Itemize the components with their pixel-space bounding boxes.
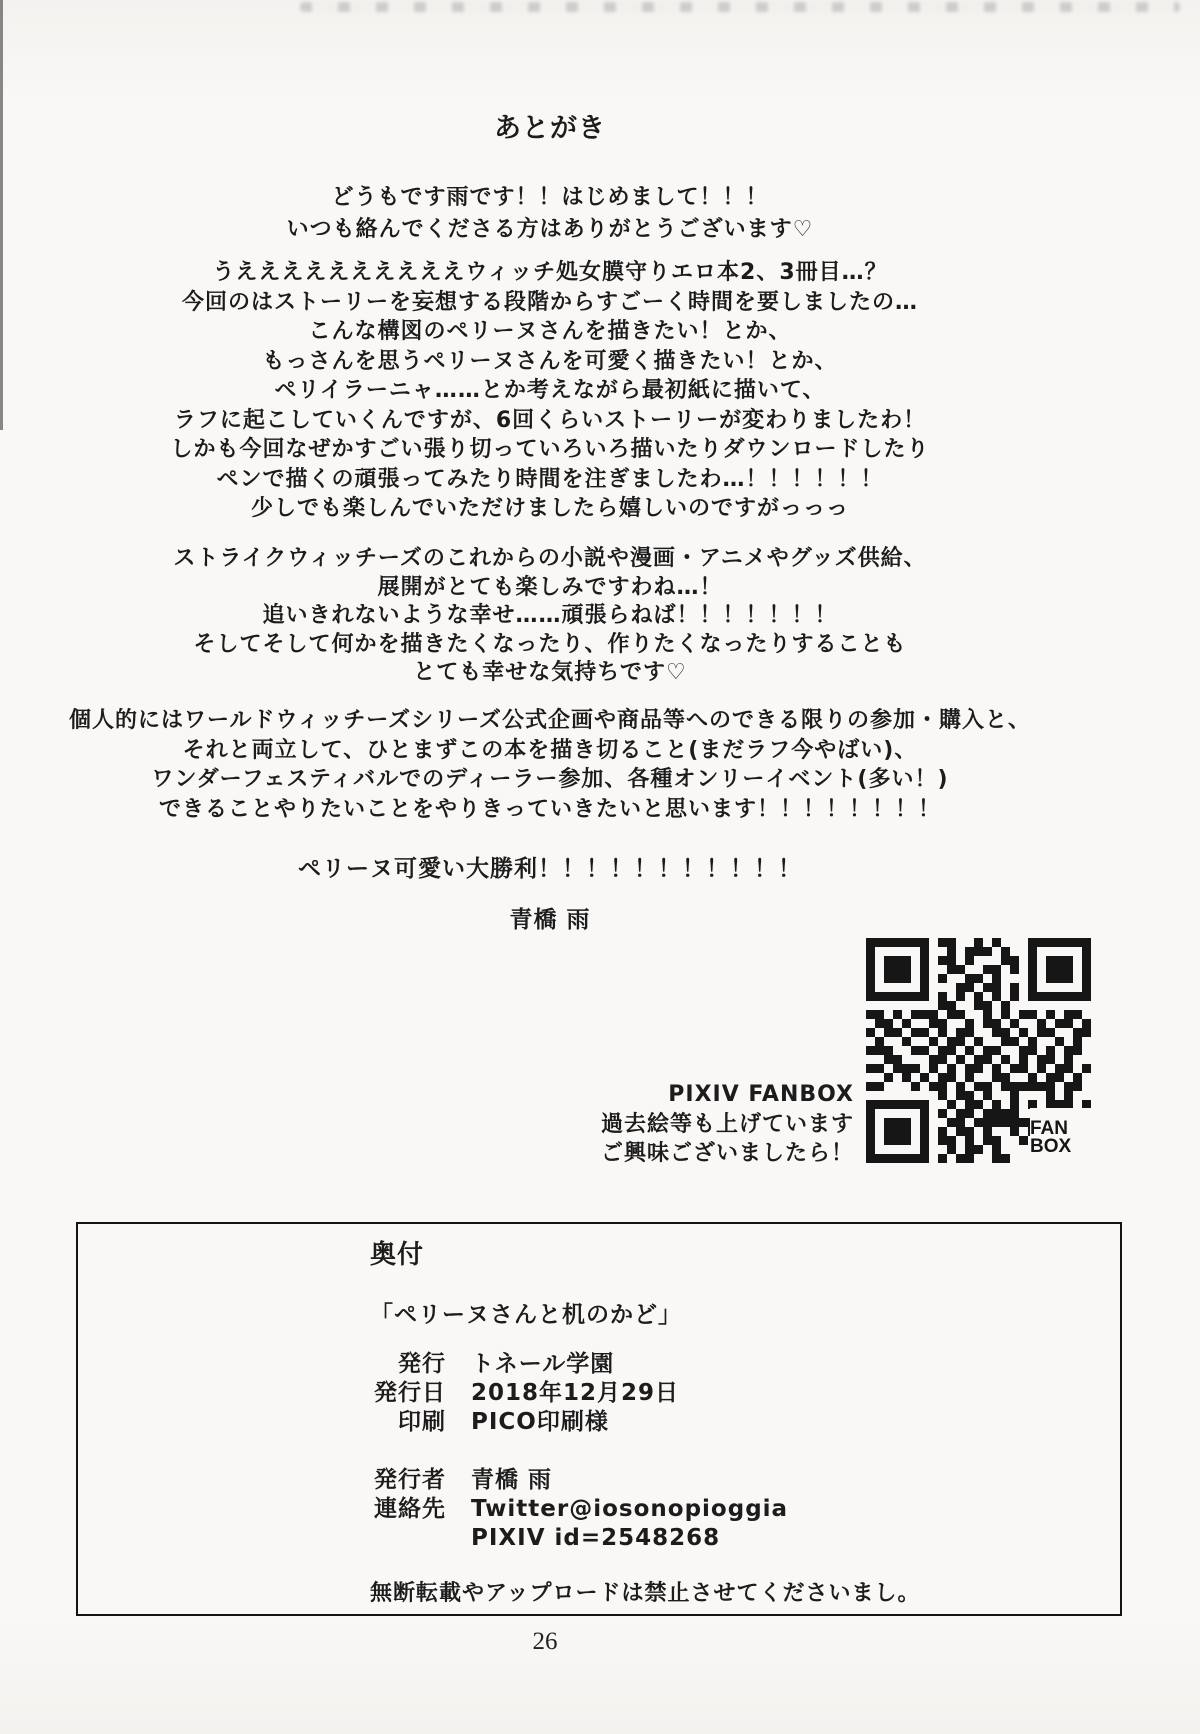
colophon-label: 発行 (398, 1351, 446, 1377)
text-line: とても幸せな気持ちです♡ (413, 660, 687, 685)
colophon-row (296, 1379, 788, 1408)
colophon-label: 印刷 (398, 1409, 446, 1435)
text-line: 追いきれないような幸せ……頑張らねば！！！！！！！ (262, 603, 838, 628)
text-line: しかも今回なぜかすごい張り切っていろいろ描いたりダウンロードしたり (170, 437, 930, 462)
text-line: PIXIV FANBOX (668, 1082, 854, 1107)
text-line: できることやりたいことをやりきっていきたいと思います！！！！！！！！ (158, 796, 941, 822)
colophon-row (296, 1408, 788, 1437)
author-signature: 青橋 雨 (509, 907, 591, 933)
colophon-label: 発行日 (374, 1380, 446, 1406)
top-scan-smudge (300, 2, 1180, 12)
colophon-value: PIXIV id=2548268 (471, 1525, 721, 1551)
colophon-book-title: 「ペリーヌさんと机のかど」 (370, 1302, 682, 1328)
text-line: そしてそして何かを描きたくなったり、作りたくなったりすることも (193, 631, 907, 657)
colophon-value: 2018年12月29日 (471, 1380, 680, 1406)
text-line: いつも絡んでくださる方はありがとうございます♡ (286, 217, 814, 242)
colophon-label (296, 1524, 446, 1553)
text-line: それと両立して、ひとまずこの本を描き切ること(まだラフ今やばい)、 (182, 737, 918, 763)
text-line: 展開がとても楽しみですわね…！ (377, 574, 723, 600)
fanbox-logo (1030, 1108, 1092, 1163)
text-line: ペリイラーニャ……とか考えながら最初紙に描いて、 (274, 378, 826, 403)
colophon-value: Twitter@iosonopioggia (471, 1496, 789, 1522)
colophon-row (296, 1495, 788, 1524)
text-line: ワンダーフェスティバルでのディーラー参加、各種オンリーイベント(多い！) (151, 767, 949, 792)
text-line: ストライクウィッチーズのこれからの小説や漫画・アニメやグッズ供給、 (173, 546, 927, 571)
colophon-value: 青橋 雨 (471, 1467, 553, 1493)
text-line: 少しでも楽しんでいただけましたら嬉しいのですがっっっ (250, 496, 849, 521)
colophon-label: 発行者 (374, 1467, 446, 1493)
text-line: こんな構図のペリーヌさんを描きたい！とか、 (308, 319, 792, 344)
fanbox-qr-code (866, 938, 1091, 1163)
afterword-paragraph-3 (0, 545, 1100, 688)
text-line: うええええええええええウィッチ処女膜守りエロ本2、3冊目…？ (212, 260, 888, 285)
colophon-heading: 奥付 (370, 1240, 425, 1270)
colophon-row (296, 1466, 788, 1495)
text-line: ペリーヌ可愛い大勝利！！！！！！！！！！！ (298, 856, 802, 882)
victory-line (0, 850, 1100, 883)
fanbox-logo-line1: FAN (1030, 1118, 1068, 1139)
colophon-box (76, 1222, 1122, 1616)
colophon-entries (296, 1350, 788, 1553)
colophon-row (296, 1350, 788, 1379)
fanbox-note (520, 1080, 854, 1169)
afterword-paragraph-1 (0, 182, 1100, 246)
fanbox-logo-line2: BOX (1030, 1136, 1072, 1158)
afterword-paragraph-4 (0, 706, 1100, 824)
text-line: ペンで描くの頑張ってみたり時間を注ぎましたわ…！！！！！！ (216, 466, 884, 492)
page-number: 26 (532, 1628, 558, 1655)
text-line: ラフに起こしていくんですが、6回くらいストーリーが変わりましたわ！ (173, 407, 927, 433)
colophon-notice: 無断転載やアップロードは禁止させてくださいまし。 (370, 1581, 921, 1606)
afterword-paragraph-2 (0, 258, 1100, 524)
colophon-value: トネール学園 (471, 1351, 615, 1377)
text-line: 個人的にはワールドウィッチーズシリーズ公式企画や商品等へのできる限りの参加・購入と、 (68, 708, 1032, 733)
text-line: もっさんを思うペリーヌさんを可愛く描きたい！とか、 (262, 348, 838, 374)
text-line: 今回のはストーリーを妄想する段階からすごーく時間を要しましたの… (181, 289, 918, 315)
colophon-value: PICO印刷様 (471, 1409, 609, 1435)
afterword-heading: あとがき (494, 113, 606, 144)
text-line: どうもです雨です！！はじめまして！！！ (331, 185, 769, 210)
text-line: 過去絵等も上げています (600, 1111, 854, 1137)
colophon-row (296, 1524, 788, 1553)
colophon-label: 連絡先 (374, 1496, 446, 1522)
text-line: ご興味ございましたら！ (600, 1141, 854, 1166)
